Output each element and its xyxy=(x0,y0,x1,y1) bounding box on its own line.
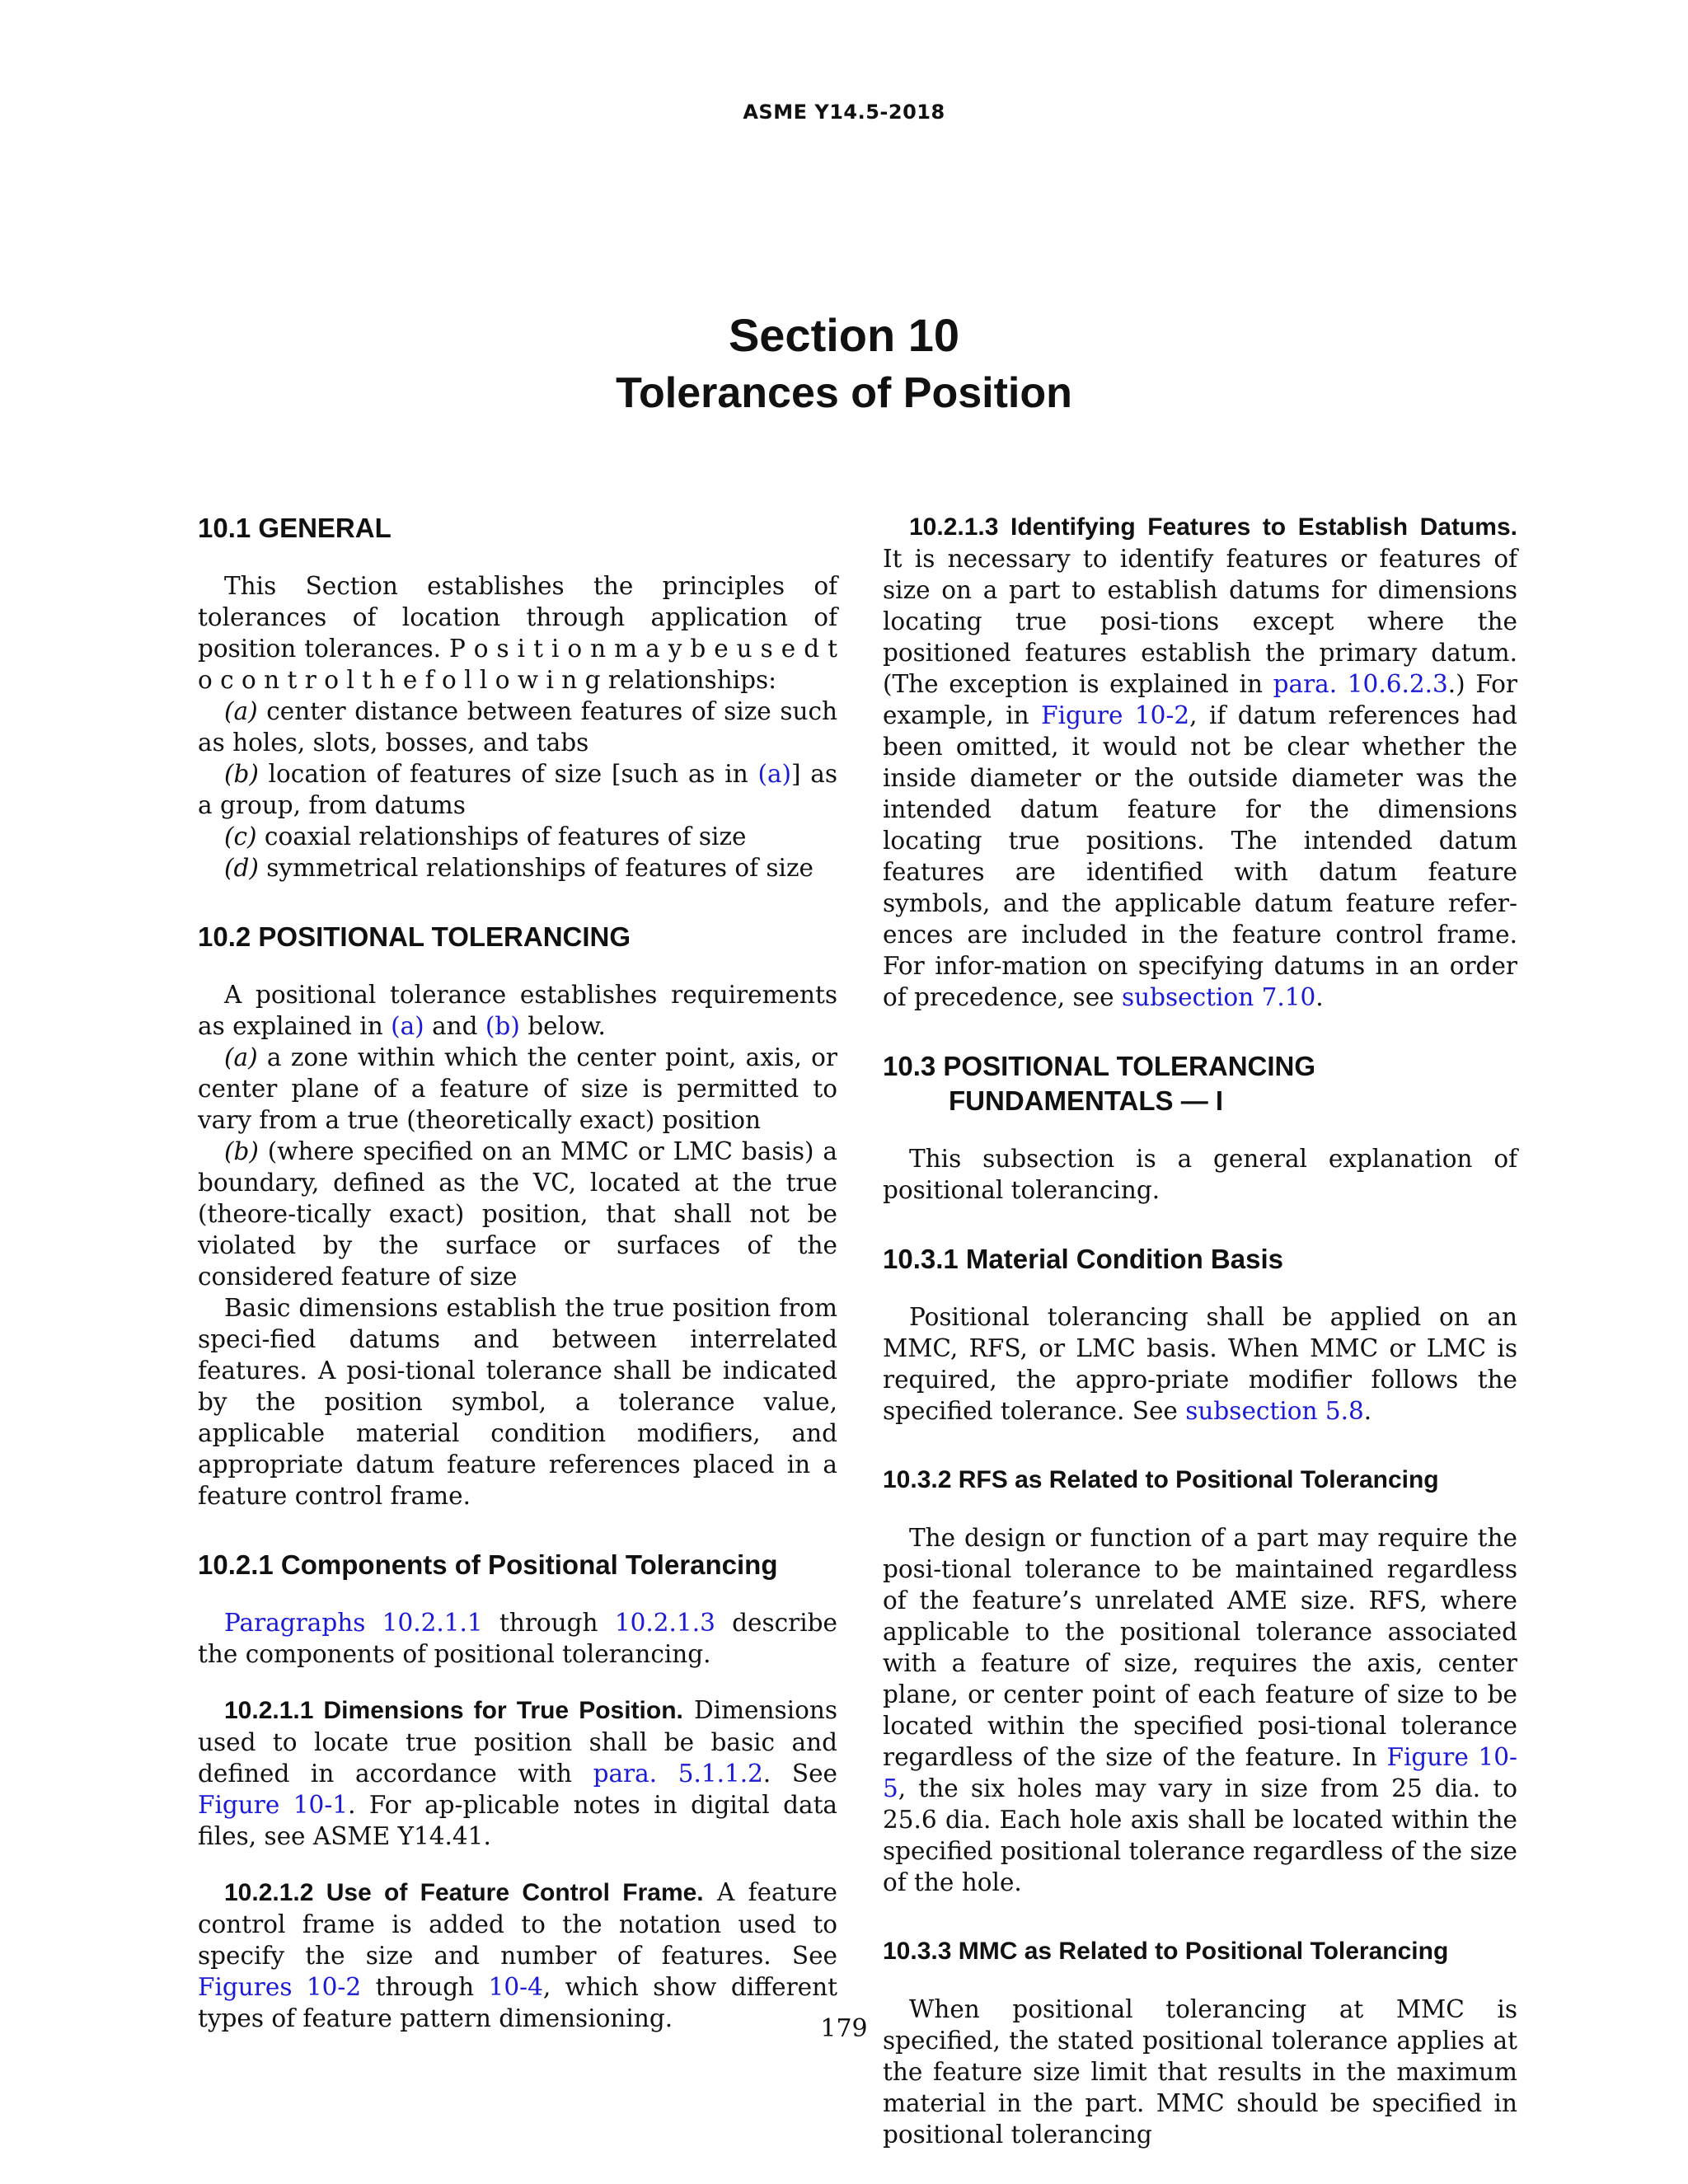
para-10-2-1-1 xyxy=(198,1694,837,1852)
para-10-3-1 xyxy=(883,1301,1517,1427)
link-figure-10-5[interactable]: Figure 10-5 xyxy=(883,1743,1518,1802)
list-text: location of features of size [such as in xyxy=(258,760,758,788)
link-b[interactable]: (b) xyxy=(485,1012,520,1040)
link-figure-10-1[interactable]: Figure 10-1 xyxy=(198,1791,349,1819)
list-text: (where specified on an MMC or LMC basis) a boundary, defined as the VC, located at the true (theore-tically exact) position, that shall not be violated by the surface or surfaces of the considered feature of size xyxy=(198,1137,837,1291)
list-label: (c) xyxy=(224,823,257,851)
link-para-5-1-1-2[interactable]: para. 5.1.1.2 xyxy=(593,1760,763,1788)
link-subsection-7-10[interactable]: subsection 7.10 xyxy=(1122,983,1316,1011)
text: below. xyxy=(519,1012,606,1040)
text: , the six holes may vary in size from 25 dia. to 25.6 dia. Each hole axis shall be located within the specified positional tolerance regardless of the size of the hole. xyxy=(883,1774,1517,1896)
para-10-3: This subsection is a general explanation of positional tolerancing. xyxy=(883,1145,1517,1204)
text: through xyxy=(482,1609,615,1637)
list-item-10-2-a xyxy=(198,1042,837,1136)
list-label: (a) xyxy=(224,697,258,725)
heading-line: FUNDAMENTALS — I xyxy=(949,1085,1224,1116)
para-10-3-3: When positional tolerancing at MMC is specified, the stated positional tolerance applies at the feature size limit that results in the maximum material in the part. MMC should be specified in positional tolerancing xyxy=(883,1995,1517,2149)
text: A feature control frame is added to the notation used to specify the size and number of features. See xyxy=(198,1878,837,1970)
running-header: ASME Y14.5-2018 xyxy=(743,101,945,124)
list-item-10-1-c xyxy=(198,821,837,852)
link-10-4[interactable]: 10-4 xyxy=(488,1973,543,2001)
right-column xyxy=(883,511,1517,2150)
left-column xyxy=(198,511,837,2034)
text: through xyxy=(361,1973,489,2001)
para-10-1-intro: This Section establishes the principles of tolerances of location through application of position tolerances. P o s i t i o n m a y b e u s e d t o c o n t r o l t h e f o l l o w i n g relationships: xyxy=(198,572,837,694)
link-a[interactable]: (a) xyxy=(391,1012,424,1040)
heading-10-1: 10.1 GENERAL xyxy=(198,513,392,543)
page-number: 179 xyxy=(820,2014,868,2043)
list-text: symmetrical relationships of features of size xyxy=(258,854,814,882)
text: It is necessary to identify features or features of size on a part to establish datums for dimensions locating true posi-tions except where the positioned features establish the primary datum. (The exception is explained in xyxy=(883,545,1517,698)
text: , which show different types of feature pattern dimensioning. xyxy=(198,1973,837,2032)
list-text: center distance between features of size such as holes, slots, bosses, and tabs xyxy=(198,697,837,757)
run-in-heading-10-2-1-2: 10.2.1.2 Use of Feature Control Frame. xyxy=(224,1879,704,1906)
link-figures-10-2[interactable]: Figures 10-2 xyxy=(198,1973,362,2001)
list-item-10-1-b xyxy=(198,758,837,821)
link-10-2-1-3[interactable]: 10.2.1.3 xyxy=(614,1609,715,1637)
para-basic-dimensions: Basic dimensions establish the true position from speci-fied datums and between interrelated features. A posi-tional tolerance shall be indicated by the position symbol, a tolerance value, applicable material condition modifiers, and appropriate datum feature references placed in a feature control frame. xyxy=(198,1294,837,1510)
heading-10-2: 10.2 POSITIONAL TOLERANCING xyxy=(198,921,631,952)
list-text: coaxial relationships of features of size xyxy=(256,823,747,851)
heading-10-3-1: 10.3.1 Material Condition Basis xyxy=(883,1244,1283,1274)
para-10-2-1-2 xyxy=(198,1877,837,2034)
text: A positional tolerance establishes requirements as explained in xyxy=(198,981,837,1040)
text: .) For example, in xyxy=(883,670,1518,729)
run-in-heading-10-2-1-3: 10.2.1.3 Identifying Features to Establish Datums. xyxy=(909,513,1517,541)
text: . For ap-plicable notes in digital data files, see ASME Y14.41. xyxy=(198,1791,838,1850)
text: and xyxy=(424,1012,485,1040)
list-label: (b) xyxy=(224,760,259,788)
link-subsection-5-8[interactable]: subsection 5.8 xyxy=(1185,1397,1364,1425)
list-label: (a) xyxy=(224,1043,258,1071)
text: Positional tolerancing shall be applied on an MMC, RFS, or LMC basis. When MMC or LMC is required, the appro-priate modifier follows the specified tolerance. See xyxy=(883,1303,1517,1425)
list-item-10-1-a xyxy=(198,696,837,758)
list-label: (d) xyxy=(224,854,259,882)
text: . xyxy=(1315,983,1324,1011)
link-a[interactable]: (a) xyxy=(757,760,792,788)
section-number-title: Section 10 xyxy=(728,309,960,361)
text: . xyxy=(1363,1397,1372,1425)
link-paragraphs-10-2-1-1[interactable]: Paragraphs 10.2.1.1 xyxy=(224,1609,483,1637)
heading-10-3-3: 10.3.3 MMC as Related to Positional Tolerancing xyxy=(883,1938,1449,1965)
text: , if datum references had been omitted, it would not be clear whether the inside diameter or the outside diameter was the intended datum feature for the dimensions locating true positions. The intended datum features are identified with datum feature symbols, and the applicable datum feature refer-ences are included in the feature control frame. For infor-mation on specifying datums in an order of precedence, see xyxy=(883,701,1518,1011)
link-figure-10-2[interactable]: Figure 10-2 xyxy=(1041,701,1190,729)
para-10-2-1 xyxy=(198,1607,837,1670)
text: The design or function of a part may require the posi-tional tolerance to be maintained regardless of the feature’s unrelated AME size. RFS, where applicable to the positional tolerance associated with a feature of size, requires the axis, center plane, or center point of each feature of size to be located within the specified posi-tional tolerance regardless of the size of the feature. In xyxy=(883,1524,1517,1771)
link-para-10-6-2-3[interactable]: para. 10.6.2.3 xyxy=(1273,670,1448,698)
text: describe the components of positional tolerancing. xyxy=(198,1609,838,1668)
list-label: (b) xyxy=(224,1137,259,1165)
run-in-heading-10-2-1-1: 10.2.1.1 Dimensions for True Position. xyxy=(224,1697,683,1724)
para-10-2-1-3 xyxy=(883,511,1517,1013)
list-item-10-2-b xyxy=(198,1136,837,1292)
para-10-2-intro xyxy=(198,979,837,1042)
section-subtitle: Tolerances of Position xyxy=(616,369,1072,417)
heading-10-3 xyxy=(883,1049,1517,1118)
para-10-3-2 xyxy=(883,1522,1517,1898)
heading-10-2-1: 10.2.1 Components of Positional Tolerancing xyxy=(198,1549,778,1580)
text: Dimensions used to locate true position shall be basic and defined in accordance with xyxy=(198,1696,837,1788)
list-text: a zone within which the center point, axis, or center plane of a feature of size is permitted to vary from a true (theoretically exact) position xyxy=(198,1043,837,1134)
text: . See xyxy=(762,1760,837,1788)
heading-10-3-2: 10.3.2 RFS as Related to Positional Tolerancing xyxy=(883,1466,1439,1493)
list-text: ] as a group, from datums xyxy=(198,760,837,819)
section-title-block xyxy=(0,307,1688,422)
heading-line: 10.3 POSITIONAL TOLERANCING xyxy=(883,1051,1316,1081)
list-item-10-1-d xyxy=(198,852,837,883)
